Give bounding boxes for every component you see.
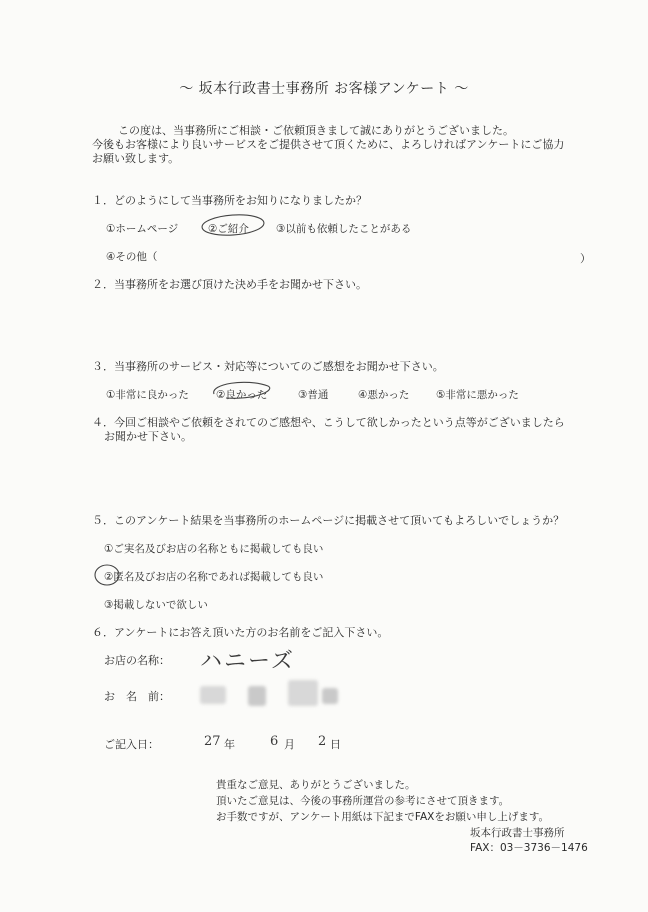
footer-office-name: 坂本行政書士事務所 [470,827,565,839]
footer-line-2: 頂いたご意見は、今後の事務所運営の参考にさせて頂きます。 [216,795,510,807]
footer-line-3: お手数ですが、アンケート用紙は下記までFAXをお願い申し上げます。 [216,811,549,823]
q1-other-close: ） [580,252,591,265]
shop-name-label: お店の名称： [104,654,170,667]
q1-selection-circle [198,210,268,238]
q3-option-4: ④悪かった [358,389,410,401]
q3-option-5: ⑤非常に悪かった [436,389,519,401]
date-day: 2 [318,734,327,749]
q1-option-3: ③以前も依頼したことがある [276,223,412,235]
q1-option-4: ④その他（ [106,251,158,263]
q1-option-2: ②ご紹介 [208,223,249,235]
q5-option-2: ②匿名及びお店の名称であれば掲載しても良い [104,571,324,583]
question-1: １．どのようにして当事務所をお知りになりましたか？ [92,194,367,207]
q1-option-1: ①ホームページ [106,223,179,235]
question-3: ３．当事務所のサービス・対応等についてのご感想をお聞かせ下さい。 [92,360,444,373]
q3-option-1: ①非常に良かった [106,389,189,401]
date-month-unit: 月 [284,738,295,751]
question-6: ６．アンケートにお答え頂いた方のお名前をご記入下さい。 [92,626,389,639]
question-2: ２．当事務所をお選び頂けた決め手をお聞かせ下さい。 [92,278,367,291]
q3-selection-circle [206,376,276,404]
footer-line-1: 貴重なご意見、ありがとうございました。 [216,779,416,791]
q3-option-3: ③普通 [298,389,329,401]
question-4-line-1: ４．今回ご相談やご依頼をされてのご感想や、こうして欲しかったという点等がございましたら [92,416,565,429]
intro-line-3: お願い致します。 [92,152,180,165]
question-5: ５．このアンケート結果を当事務所のホームページに掲載させて頂いてもよろしいでしょうか？ [92,514,565,527]
page-title: ～ 坂本行政書士事務所 お客様アンケート ～ [179,81,469,97]
intro-line-1: この度は、当事務所にご相談・ご依頼頂きまして誠にありがとうございました。 [118,124,514,137]
q5-option-3: ③掲載しないで欲しい [104,599,208,611]
date-year-unit: 年 [224,738,235,751]
q5-selection-circle [92,560,122,590]
name-label: お 名 前： [104,690,170,703]
date-year: 27 [204,734,221,749]
intro-line-2: 今後もお客様により良いサービスをご提供させて頂くために、よろしければアンケートにご協力 [92,138,565,151]
footer-fax: FAX：03－3736－1476 [470,842,588,854]
q5-option-1: ①ご実名及びお店の名称ともに掲載しても良い [104,543,324,555]
date-month: 6 [270,734,279,749]
date-day-unit: 日 [330,738,341,751]
date-label: ご記入日： [104,738,159,751]
shop-name-value: ハニーズ [200,649,295,674]
question-4-line-2: お聞かせ下さい。 [104,430,192,443]
q3-option-2: ②良かった [216,389,268,401]
